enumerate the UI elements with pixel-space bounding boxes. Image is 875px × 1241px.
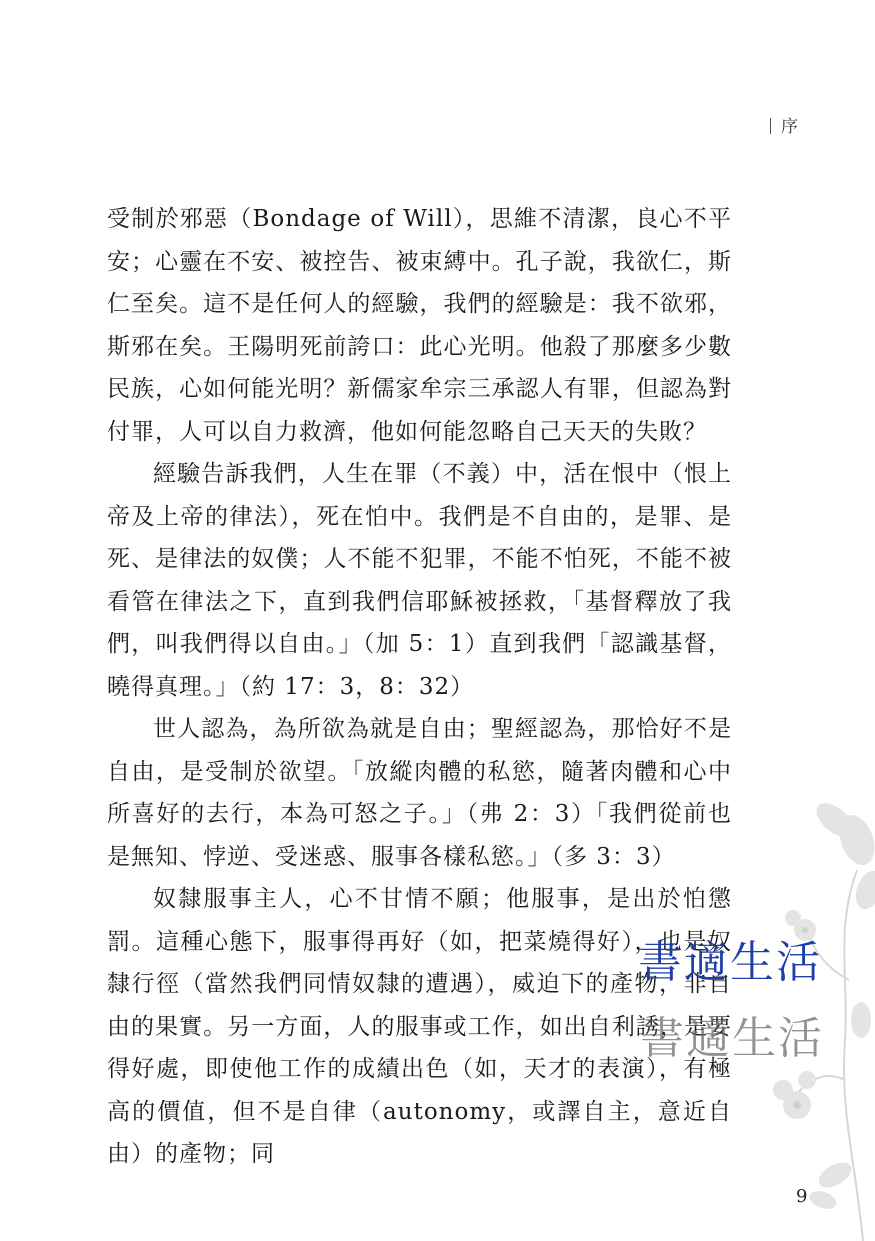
paragraph-3: 世人認為，為所欲為就是自由；聖經認為，那恰好不是自由，是受制於欲望。「放縱肉體的私慾，隨著肉體和心中所喜好的去行，本為可怒之子。」（弗 2：3）「我們從前也是無知、悖逆、受迷惑、服事各樣私慾。」（多 3：3） — [107, 716, 732, 870]
paragraph-4: 奴隸服事主人，心不甘情不願；他服事，是出於怕懲罰。這種心態下，服事得再好（如，把菜燒得好），也是奴隸行徑（當然我們同情奴隸的遭遇），威迫下的產物，非自由的果實。另一方面，人的服事或工作，如出自利誘，是要得好處，即使他工作的成績出色（如，天才的表演），有極高的價值，但不是自律（autonomy，或譯自主，意近自由）的產物；同 — [107, 886, 732, 1167]
watermark-primary: 書適生活 — [638, 937, 822, 988]
body-text — [107, 198, 732, 1176]
watermark-secondary: 書適生活 — [640, 1013, 824, 1064]
header-divider — [770, 118, 771, 134]
paragraph-1: 受制於邪惡（Bondage of Will），思維不清潔，良心不平安；心靈在不安、被控告、被束縛中。孔子說，我欲仁，斯仁至矣。這不是任何人的經驗，我們的經驗是：我不欲邪，斯邪在矣。王陽明死前誇口：此心光明。他殺了那麼多少數民族，心如何能光明？新儒家牟宗三承認人有罪，但認為對付罪，人可以自力救濟，他如何能忽略自己天天的失敗？ — [107, 206, 732, 445]
header-section-title: 序 — [781, 117, 800, 137]
paragraph-2: 經驗告訴我們，人生在罪（不義）中，活在恨中（恨上帝及上帝的律法），死在怕中。我們是不自由的，是罪、是死、是律法的奴僕；人不能不犯罪，不能不怕死，不能不被看管在律法之下，直到我們信耶穌被拯救，「基督釋放了我們，叫我們得以自由。」（加 5：1）直到我們「認識基督，曉得真理。」（約 17：3，8：32） — [107, 461, 732, 700]
running-header — [770, 112, 800, 137]
page-number: 9 — [796, 1186, 808, 1207]
